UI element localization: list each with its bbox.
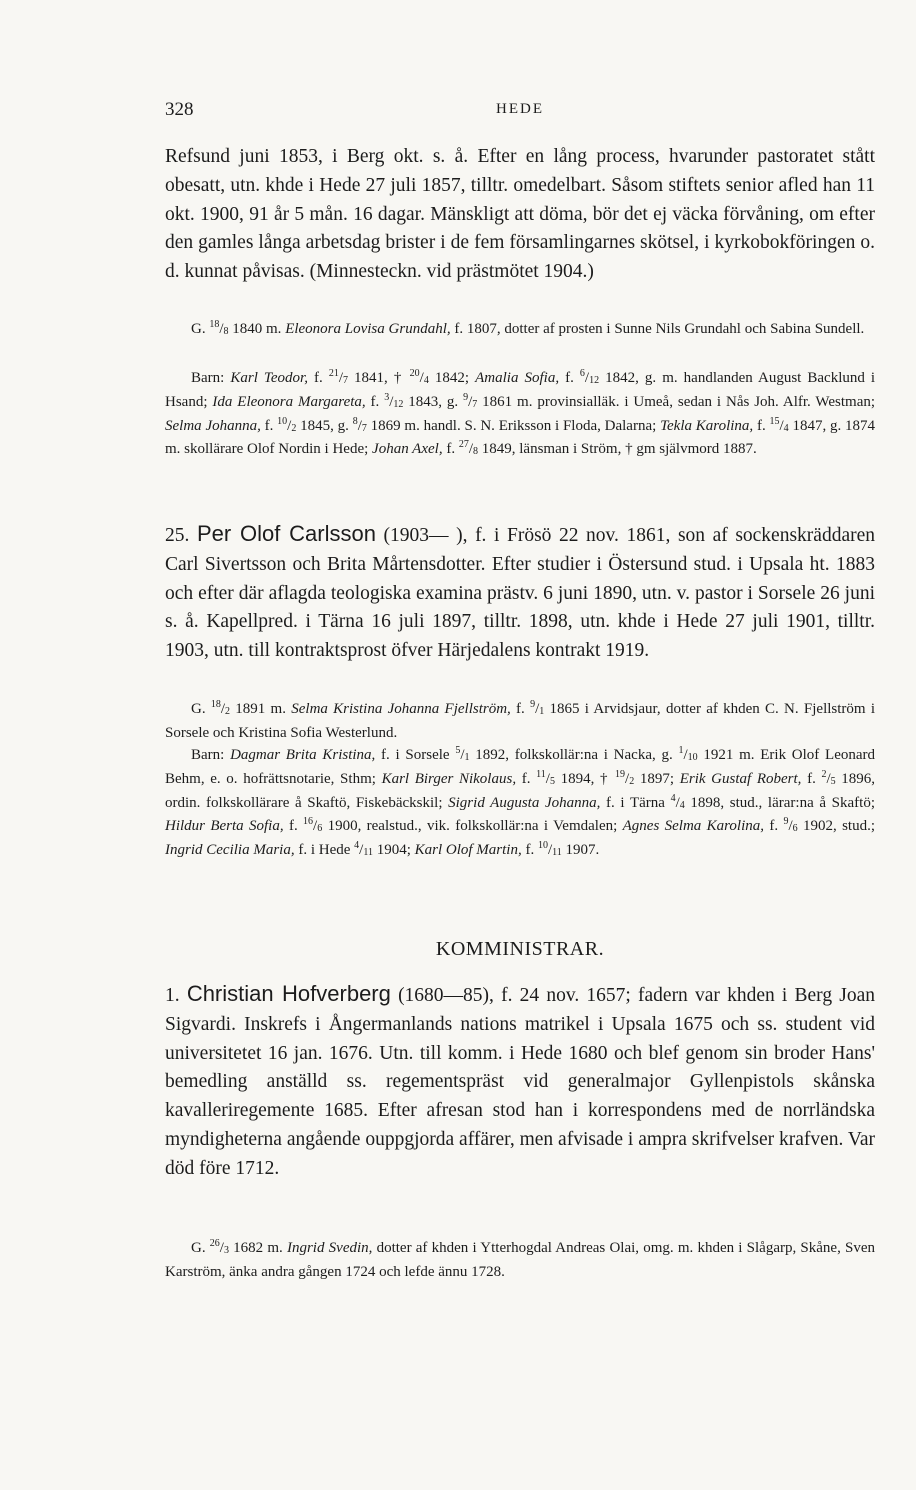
entry-25-children: Barn: Dagmar Brita Kristina, f. i Sorsele $^5/_1$ 1892, folkskollär:na i Nacka, g. $^1/_{10}$ 1921 m. Erik Olof Leonard Behm, e. o. hofrättsnotarie, Sthm; Karl Birger Nikolaus, f. $^{11}/_5$ 1894, † $^{19}/_2$ 1897; Erik Gustaf Robert, f. $^2/_5$ 1896, ordin. folkskollärare å Skaftö, Fiskebäckskil; Sigrid Augusta Johanna, f. i Tärna $^4/_4$ 1898, stud., lärar:na å Skaftö; Hildur Berta Sofia, f. $^{16}/_6$ 1900, realstud., vik. folkskollär:na i Vemdalen; Agnes Selma Karolina, f. $^9/_6$ 1902, stud.; Ingrid Cecilia Maria, f. i Hede $^4/_{11}$ 1904; Karl Olof Martin, f. $^{10}/_{11}$ 1907.: [165, 745, 876, 859]
entry-25-marriage: G. $^{18}/_2$ 1891 m. Selma Kristina Johanna Fjellström, f. $^9/_1$ 1865 i Arvidsjaur, dotter af khden C. N. Fjellström i Sorsele och Kristina Sofia Westerlund.: [165, 699, 876, 741]
entry-number: 1.: [165, 985, 180, 1006]
entry-25: 25. Per Olof Carlsson (1903— ), f. i Frösö 22 nov. 1861, son af sockenskräddaren Carl Sivertsson och Brita Mårtensdotter. Efter studier i Östersund stud. i Upsala ht. 1883 och efter där aflagda teologiska examina prästv. 6 juni 1890, utn. v. pastor i Sorsele 26 juni s. å. Kapellpred. i Tärna 16 juli 1897, tilltr. 1898, utn. khde i Hede 27 juli 1901, tilltr. 1903, utn. till kontraktsprost öfver Härjedalens kontrakt 1919.: [165, 521, 876, 662]
entry-name: Christian Hofverberg: [186, 981, 391, 1006]
entry-24-marriage: G. $^{18}/_8$ 1840 m. Eleonora Lovisa Grundahl, f. 1807, dotter af prosten i Sunne Nils Grundahl och Sabina Sundell.: [191, 319, 865, 337]
entry-1: 1. Christian Hofverberg (1680—85), f. 24 nov. 1657; fadern var khden i Berg Joan Sigvardi. Inskrefs i Ångermanlands nations matrikel i Upsala 1675 och ss. student vid universitetet 16 jan. 1676. Utn. till komm. i Hede 1680 och blef genom sin broder Hans' bemedling anställd ss. regementspräst vid generalmajor Gyllenpistols skånska kavalleriregemente 1685. Efter afresan stod han i korrespondens med de norrländska myndigheterna angående ouppgjorda affärer, men afvisade i ampra skrifvelser krafven. Var död före 1712.: [165, 981, 876, 1179]
page-header: [165, 99, 875, 123]
section-heading: KOMMINISTRAR.: [435, 938, 605, 960]
spouse-name: Eleonora Lovisa Grundahl,: [285, 321, 451, 337]
entry-24-children: Barn: Karl Teodor, f. $^{21}/_7$ 1841, † $^{20}/_4$ 1842; Amalia Sofia, f. $^6/_{12}$ 1842, g. m. handlanden August Backlund i Hsand; Ida Eleonora Margareta, f. $^3/_{12}$ 1843, g. $^9/_7$ 1861 m. provinsialläk. i Umeå, sedan i Nås Joh. Alfr. Westman; Selma Johanna, f. $^{10}/_2$ 1845, g. $^8/_7$ 1869 m. handl. S. N. Eriksson i Floda, Dalarna; Tekla Karolina, f. $^{15}/_4$ 1847, g. 1874 m. skollärare Olof Nordin i Hede; Johan Axel, f. $^{27}/_8$ 1849, länsman i Ström, † gm självmord 1887.: [165, 368, 876, 458]
running-head: HEDE: [496, 101, 544, 117]
entry-24-text: Refsund juni 1853, i Berg okt. s. å. Efter en lång process, hvarunder pastoratet stått obesatt, utn. khde i Hede 27 juli 1857, tilltr. omedelbart. Såsom stiftets senior afled han 11 okt. 1900, 91 år 5 mån. 16 dagar. Mänskligt att döma, bör det ej väcka förvåning, om efter den gamles långa arbetsdag brister i de fem församlingarnes skötsel, i kyrkobokföringen o. d. kunnat påvisas. (Minnesteckn. vid prästmötet 1904.): [165, 146, 875, 283]
entry-1-marriage: G. $^{26}/_3$ 1682 m. Ingrid Svedin, dotter af khden i Ytterhogdal Andreas Olai, omg. m. khden i Slågarp, Skåne, Sven Karström, änka andra gången 1724 och lefde ännu 1728.: [165, 1238, 876, 1280]
page-number: 328: [165, 99, 194, 120]
entry-number: 25.: [165, 525, 190, 546]
entry-name: Per Olof Carlsson: [196, 521, 376, 546]
